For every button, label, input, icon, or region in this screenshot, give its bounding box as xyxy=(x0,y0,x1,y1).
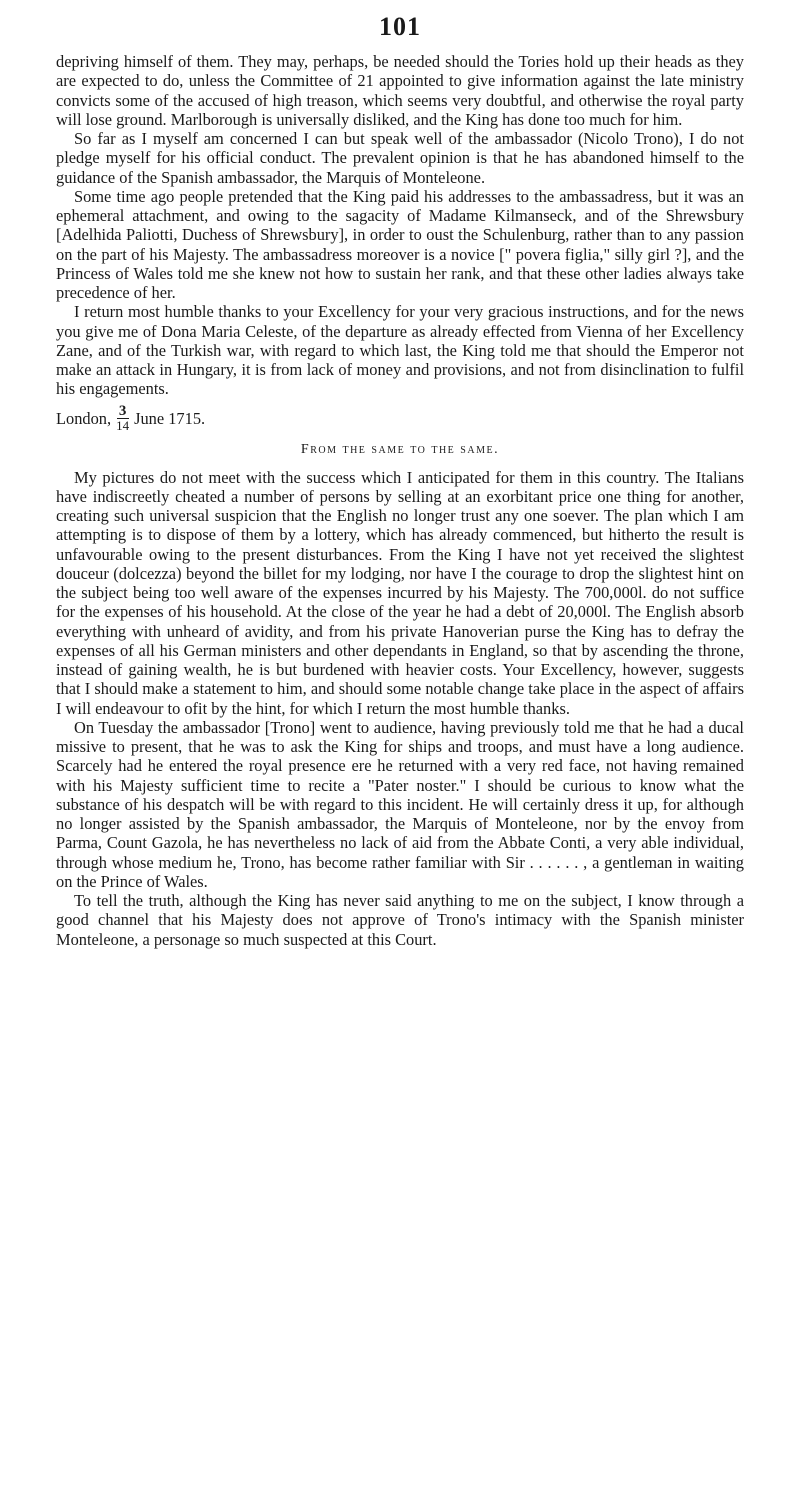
document-page xyxy=(56,0,744,949)
letter-body-second xyxy=(56,468,744,949)
dateline-place: London, xyxy=(56,408,112,428)
paragraph: So far as I myself am concerned I can but speak well of the ambassador (Nicolo Trono), I do not pledge myself for his official conduct. The prevalent opinion is that he has abandoned himself to the guidance of the Spanish ambassador, the Marquis of Monteleone. xyxy=(56,129,744,187)
date-fraction xyxy=(116,402,130,433)
paragraph: On Tuesday the ambassador [Trono] went to audience, having previously told me that he had a ducal missive to present, that he was to ask the King for ships and troops, and must have a long audience. Scarcely had he entered the royal presence ere he returned with a very red face, not having remained with his Majesty sufficient time to recite a "Pater noster." I should be curious to know what the substance of his despatch will be with regard to this incident. He will certainly dress it up, for although no longer assisted by the Spanish ambassador, the Marquis of Monteleone, nor by the envoy from Parma, Count Gazola, he has nevertheless no lack of aid from the Abbate Conti, a very able individual, through whose medium he, Trono, has become rather familiar with Sir . . . . . . , a gentleman in waiting on the Prince of Wales. xyxy=(56,717,744,891)
paragraph: I return most humble thanks to your Excellency for your very gracious instructions, and for the news you give me of Dona Maria Celeste, of the departure as already effected from Vienna of her Excellency Zane, and of the Turkish war, with regard to which last, the King told me that should the Emperor not make an attack in Hungary, it is from lack of money and provisions, and not from disinclination to fulfil his engagements. xyxy=(56,302,744,399)
paragraph: Some time ago people pretended that the King paid his addresses to the ambassadress, but it was an ephemeral attachment, and owing to the sagacity of Madame Kilmanseck, and of the Shrewsbury [Adelhida Paliotti, Duchess of Shrewsbury], in order to oust the Schulenburg, rather than to any passion on the part of his Majesty. The ambassadress moreover is a novice [" povera figlia," silly girl ?], and the Princess of Wales told me she knew not how to sustain her rank, and that these other ladies always take precedence of her. xyxy=(56,186,744,302)
date-fraction-denominator: 14 xyxy=(116,417,130,433)
letter-body-first xyxy=(56,52,744,399)
dateline xyxy=(56,402,744,433)
page-number: 101 xyxy=(379,12,421,41)
date-fraction-numerator: 3 xyxy=(118,402,127,419)
paragraph: To tell the truth, although the King has never said anything to me on the subject, I know through a good channel that his Majesty does not approve of Trono's intimacy with the Spanish minister Monteleone, a personage so much suspected at this Court. xyxy=(56,891,744,949)
dateline-date: June 1715. xyxy=(134,408,206,428)
letter-heading: From the same to the same. xyxy=(300,441,500,457)
paragraph: My pictures do not meet with the success which I anticipated for them in this country. The Italians have indiscreetly cheated a number of persons by selling at an exorbitant price one thing for another, creating such universal suspicion that the English no longer trust any one soever. The plan which I am attempting is to dispose of them by a lottery, which has already commenced, but hitherto the result is unfavourable owing to the present disturbances. From the King I have not yet received the slightest douceur (dolcezza) beyond the billet for my lodging, nor have I the courage to drop the slightest hint on the subject being too well aware of the expenses incurred by his Majesty. The 700,000l. do not suffice for the expenses of his household. At the close of the year he had a debt of 20,000l. The English absorb everything with unheard of avidity, and from his private Hanoverian purse the King has to defray the expenses of all his German ministers and other dependants in England, so that by ascending the throne, instead of gaining wealth, he is but burdened with heavier costs. Your Excellency, however, suggests that I should make a statement to him, and should some notable change take place in the aspect of affairs I will endeavour to ofit by the hint, for which I return the most humble thanks. xyxy=(56,467,744,718)
paragraph: depriving himself of them. They may, perhaps, be needed should the Tories hold up their heads as they are expected to do, unless the Committee of 21 appointed to give information against the late ministry convicts some of the accused of high treason, which seems very doubtful, and otherwise the royal party will lose ground. Marlborough is universally disliked, and the King has done too much for him. xyxy=(56,52,744,129)
